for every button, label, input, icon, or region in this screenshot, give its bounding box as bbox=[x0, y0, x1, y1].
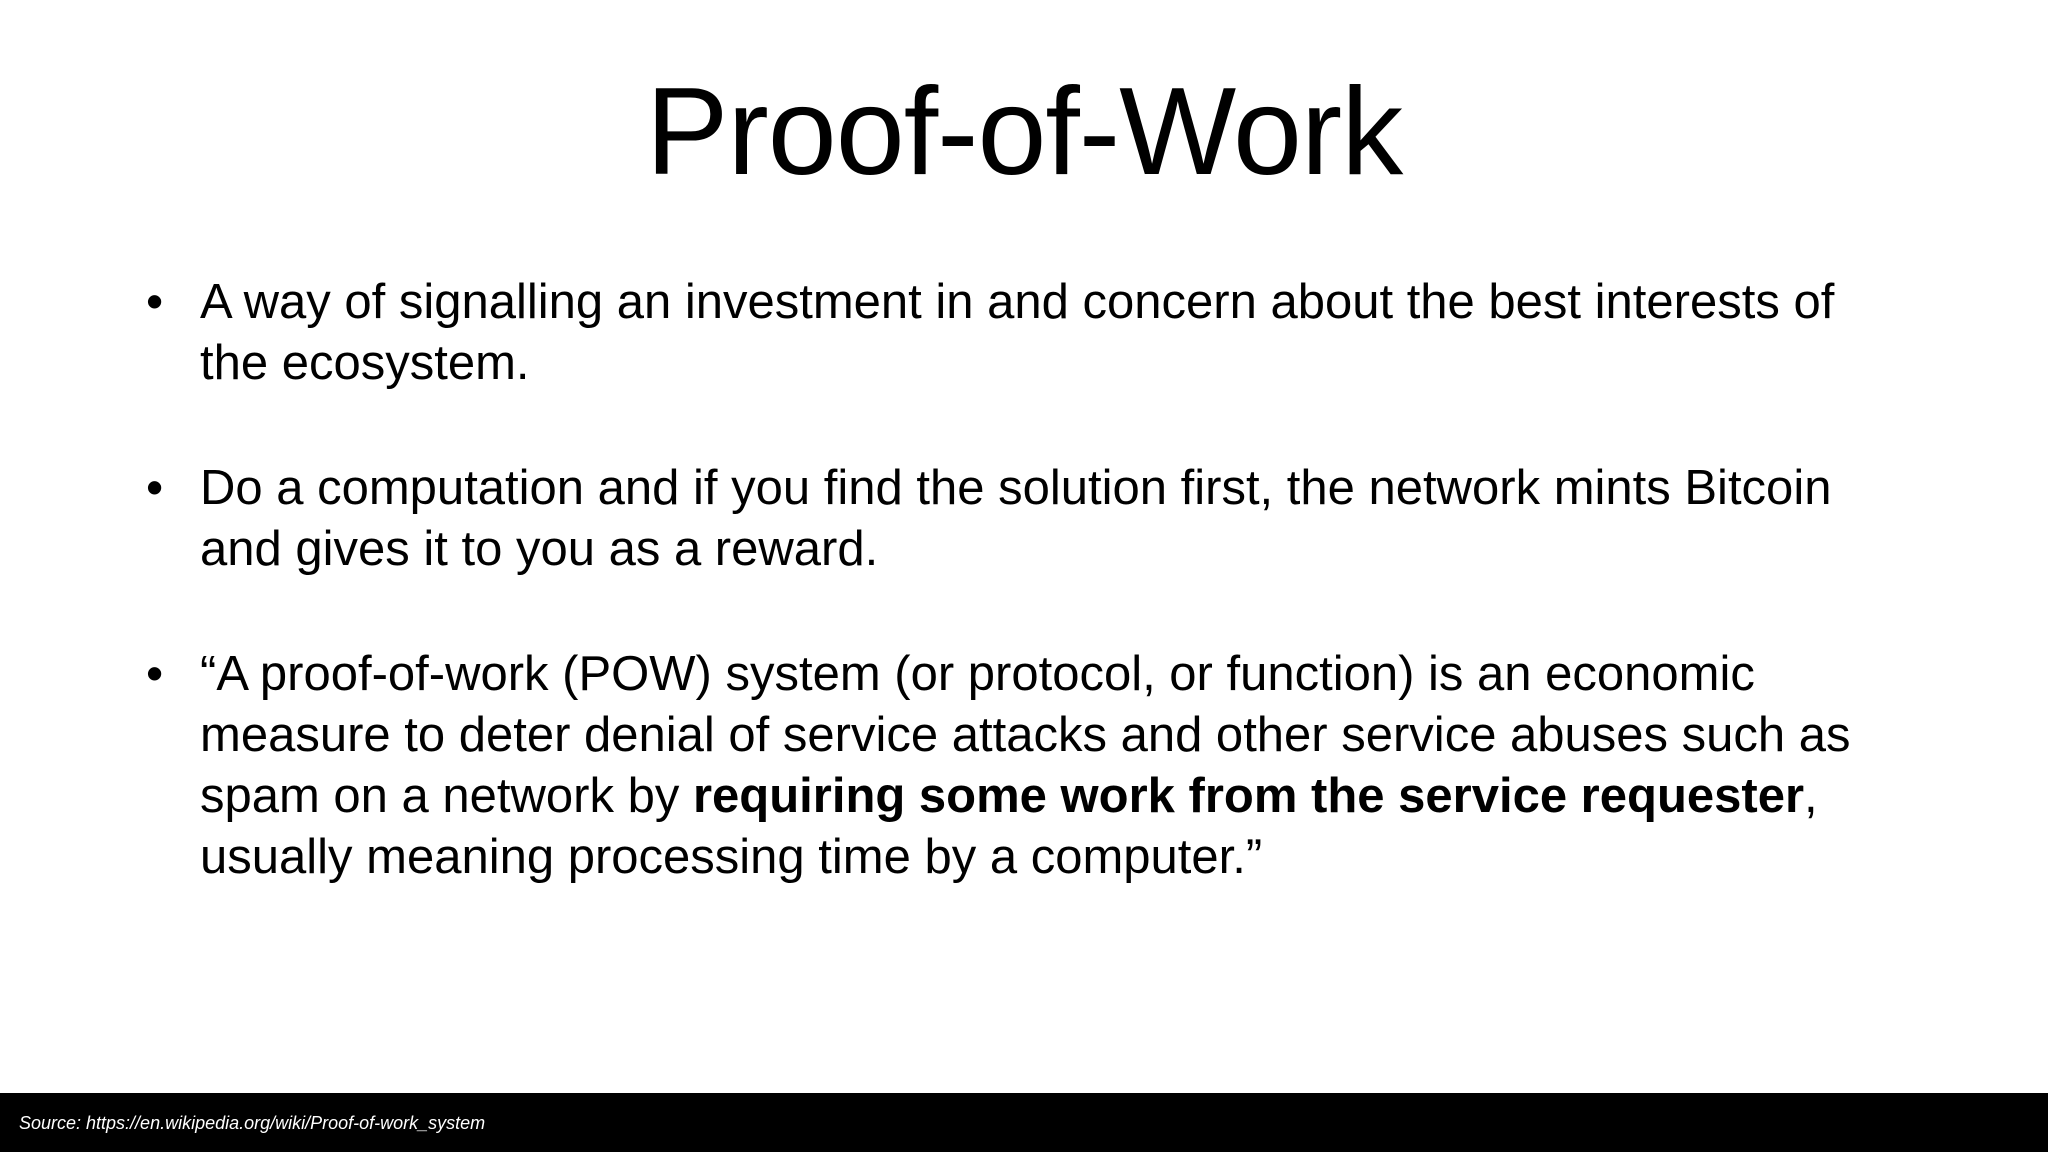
bullet-text: A way of signalling an investment in and concern about the best interests of the ecosystem. bbox=[200, 275, 1835, 390]
bullet-item bbox=[144, 458, 1884, 580]
bullet-list bbox=[144, 272, 1884, 952]
slide-title: Proof-of-Work bbox=[645, 63, 1403, 201]
bullet-dot-icon: • bbox=[146, 275, 164, 329]
bullet-item bbox=[144, 644, 1884, 888]
bullet-dot-icon: • bbox=[146, 461, 164, 515]
source-citation: Source: https://en.wikipedia.org/wiki/Proof-of-work_system bbox=[19, 1113, 486, 1133]
bullet-dot-icon: • bbox=[146, 647, 164, 701]
source-footer bbox=[0, 1093, 2048, 1152]
bullet-text-emphasis: requiring some work from the service requester bbox=[692, 769, 1805, 823]
bullet-text-quote-end: , usually meaning processing time by a computer.” bbox=[200, 769, 1818, 884]
bullet-item bbox=[144, 272, 1884, 394]
bullet-text-quote: “A proof-of-work (POW) system (or protocol, or function) is an economic measure to deter denial of service attacks and other service abuses such as spam on a network by bbox=[200, 647, 1851, 823]
bullet-text: Do a computation and if you find the solution first, the network mints Bitcoin and gives it to you as a reward. bbox=[200, 461, 1832, 576]
